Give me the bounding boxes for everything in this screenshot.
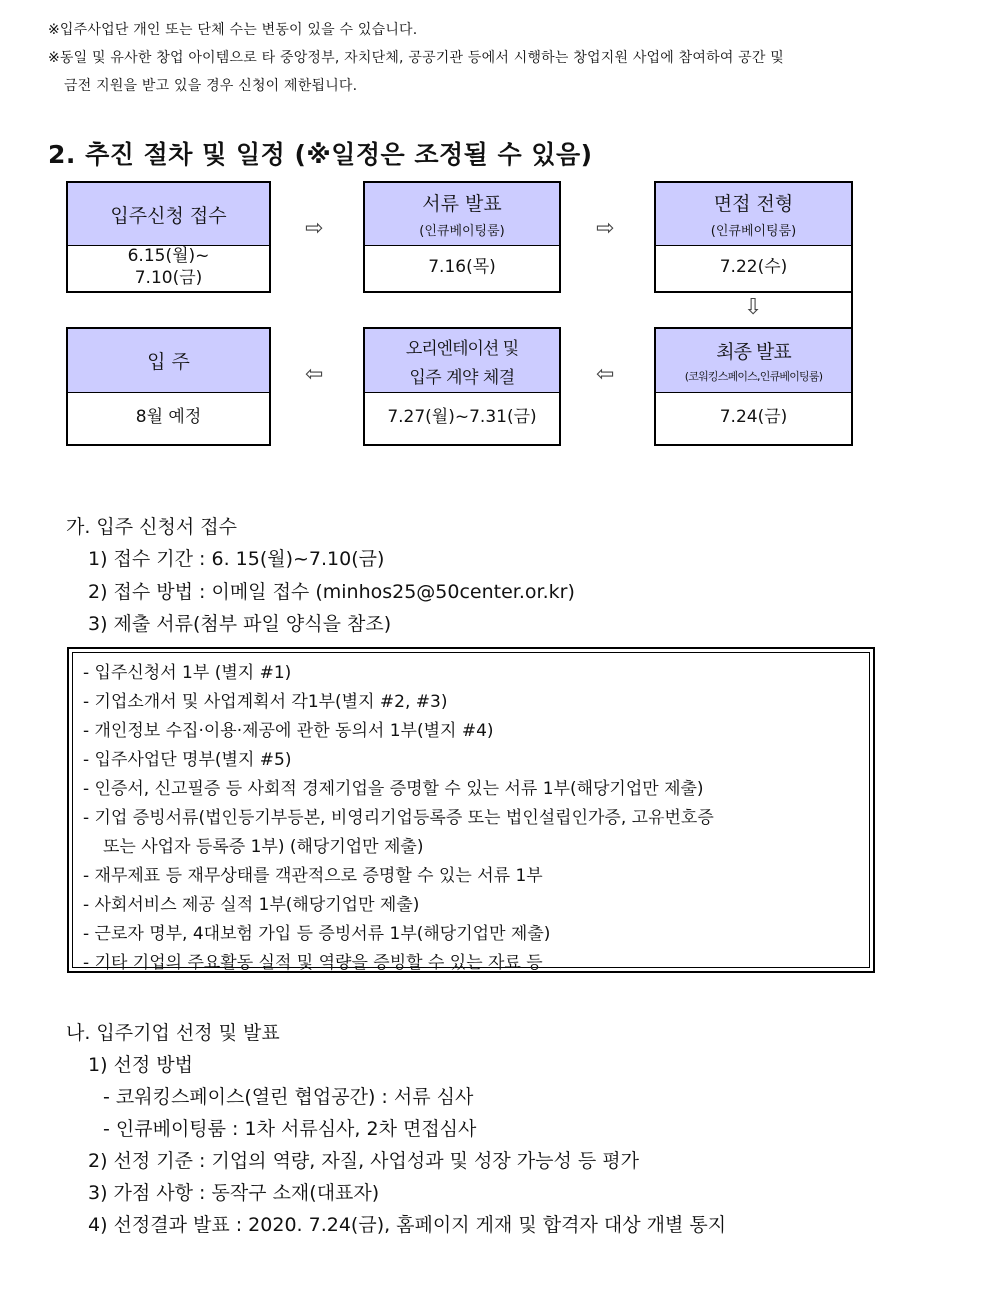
flow-box-date: [656, 243, 851, 291]
document-item: - 입주사업단 명부(별지 #5): [83, 750, 292, 770]
flow-box-document-result: [363, 181, 561, 293]
document-item: - 입주신청서 1부 (별지 #1): [83, 663, 292, 683]
section-na-method: 1) 선정 방법: [88, 1054, 193, 1076]
flow-box-title: 입 주: [147, 351, 190, 373]
flow-box-subtitle: (인큐베이팅룸): [710, 224, 797, 239]
section-na-heading: 나. 입주기업 선정 및 발표: [66, 1022, 280, 1044]
flow-box-title: 서류 발표: [422, 193, 502, 215]
document-item: - 개인정보 수집·이용·제공에 관한 동의서 1부(별지 #4): [83, 721, 494, 741]
section-na-item: 2) 선정 기준 : 기업의 역량, 자질, 사업성과 및 성장 가능성 등 평가: [88, 1150, 639, 1172]
note-3: 금전 지원을 받고 있을 경우 신청이 제한됩니다.: [64, 78, 358, 94]
arrow-left-icon: ⇦: [305, 362, 324, 387]
section-na-method-item: - 코워킹스페이스(열린 협업공간) : 서류 심사: [103, 1086, 474, 1108]
section-ga-item: 3) 제출 서류(첨부 파일 양식을 참조): [88, 613, 392, 635]
flow-box-date: [68, 390, 269, 444]
required-documents-inner: [72, 652, 870, 973]
flow-box-final-announce: [654, 327, 853, 446]
flow-date-line: 7.24(금): [719, 407, 788, 427]
connector-line: [851, 291, 853, 329]
section-na-item: 4) 선정결과 발표 : 2020. 7.24(금), 홈페이지 게재 및 합격자 대상 개별 통지: [88, 1214, 727, 1236]
flow-box-subtitle: (인큐베이팅룸): [419, 224, 505, 239]
section-title: 2. 추진 절차 및 일정 (※일정은 조정될 수 있음): [48, 140, 593, 169]
note-2: ※동일 및 유사한 창업 아이템으로 타 중앙정부, 자치단체, 공공기관 등에서 시행하는 창업지원 사업에 참여하여 공간 및: [48, 50, 785, 66]
flow-box-subtitle: (코워킹스페이스,인큐베이팅룸): [684, 370, 823, 383]
document-item: - 재무제표 등 재무상태를 객관적으로 증명할 수 있는 서류 1부: [83, 866, 543, 886]
flow-box-interview: [654, 181, 853, 293]
document-item-continued: 또는 사업자 등록증 1부) (해당기업만 제출): [103, 837, 424, 857]
flow-box-application: [66, 181, 271, 293]
flow-date-line: 6.15(월)~: [127, 246, 210, 266]
flow-box-orientation: [363, 327, 561, 446]
flow-box-date: [365, 390, 559, 444]
flow-box-header: [68, 329, 269, 393]
flow-box-header: [656, 329, 851, 393]
arrow-right-icon: ⇨: [596, 216, 615, 241]
flow-box-header: [68, 183, 269, 246]
note-1: ※입주사업단 개인 또는 단체 수는 변동이 있을 수 있습니다.: [48, 22, 418, 38]
flow-date-line: 8월 예정: [135, 407, 202, 427]
flow-box-header: [365, 183, 559, 246]
document-item: - 근로자 명부, 4대보험 가입 등 증빙서류 1부(해당기업만 제출): [83, 924, 551, 944]
required-documents-box: [67, 647, 875, 973]
arrow-down-icon: ⇩: [744, 295, 763, 320]
flow-box-move-in: [66, 327, 271, 446]
section-ga-item: 2) 접수 방법 : 이메일 접수 (minhos25@50center.or.kr): [88, 581, 575, 603]
flow-box-title: 입주신청 접수: [110, 204, 227, 227]
flow-box-title: 최종 발표: [716, 341, 791, 363]
section-na-method-item: - 인큐베이팅룸 : 1차 서류심사, 2차 면접심사: [103, 1118, 477, 1140]
flow-box-title: 오리엔테이션 및: [405, 338, 519, 359]
document-item: - 기타 기업의 주요활동 실적 및 역량을 증빙할 수 있는 자료 등: [83, 953, 543, 973]
flow-box-subtitle: 입주 계약 체결: [409, 367, 515, 388]
document-item: - 사회서비스 제공 실적 1부(해당기업만 제출): [83, 895, 420, 915]
flow-box-header: [365, 329, 559, 393]
arrow-left-icon: ⇦: [596, 362, 615, 387]
document-item: - 기업소개서 및 사업계획서 각1부(별지 #2, #3): [83, 692, 448, 712]
flow-date-line: 7.10(금): [134, 268, 203, 288]
flow-box-header: [656, 183, 851, 246]
document-item: - 기업 증빙서류(법인등기부등본, 비영리기업등록증 또는 법인설립인가증, 고유번호증: [83, 808, 714, 828]
flow-box-date: [365, 243, 559, 291]
section-ga-item: 1) 접수 기간 : 6. 15(월)~7.10(금): [88, 548, 385, 570]
flow-box-date: [68, 243, 269, 291]
flow-date-line: 7.16(목): [428, 257, 496, 277]
flow-box-title: 면접 전형: [713, 193, 794, 215]
flow-date-line: 7.27(월)~7.31(금): [387, 407, 537, 427]
section-ga-heading: 가. 입주 신청서 접수: [66, 516, 237, 538]
section-na-item: 3) 가점 사항 : 동작구 소재(대표자): [88, 1182, 380, 1204]
document-item: - 인증서, 신고필증 등 사회적 경제기업을 증명할 수 있는 서류 1부(해당기업만 제출): [83, 779, 704, 799]
flow-date-line: 7.22(수): [719, 257, 788, 277]
arrow-right-icon: ⇨: [305, 216, 324, 241]
flow-box-date: [656, 390, 851, 444]
